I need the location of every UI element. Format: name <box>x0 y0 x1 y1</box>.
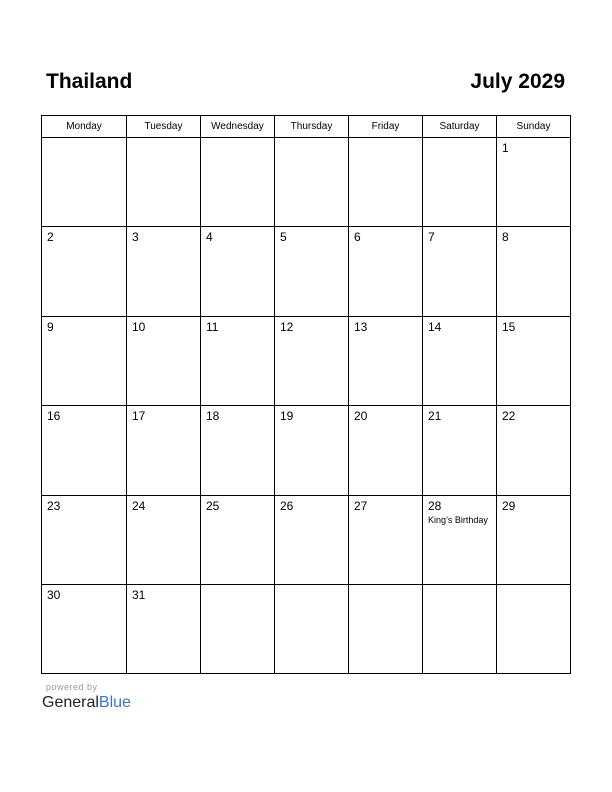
day-number: 14 <box>428 320 442 334</box>
day-cell <box>275 496 349 585</box>
day-cell <box>127 317 201 406</box>
day-cell <box>423 496 497 585</box>
weekday-header-monday: Monday <box>42 116 127 137</box>
day-cell <box>423 585 497 674</box>
day-cell <box>349 227 423 317</box>
brand-general-text: General <box>42 694 99 711</box>
day-number: 24 <box>132 499 146 513</box>
day-number: 7 <box>428 230 435 244</box>
day-number: 13 <box>354 320 368 334</box>
day-number: 11 <box>206 320 219 334</box>
day-cell <box>423 317 497 406</box>
day-cell <box>275 227 349 317</box>
day-cell <box>127 138 201 227</box>
day-number: 23 <box>47 499 61 513</box>
day-cell <box>275 406 349 496</box>
day-cell <box>275 138 349 227</box>
day-cell <box>423 138 497 227</box>
weekday-header-tuesday: Tuesday <box>127 116 201 137</box>
day-cell <box>275 317 349 406</box>
day-number: 20 <box>354 409 368 423</box>
day-number: 9 <box>47 320 54 334</box>
day-number: 27 <box>354 499 368 513</box>
day-cell <box>127 406 201 496</box>
weekday-header-saturday: Saturday <box>423 116 497 137</box>
day-cell <box>201 406 275 496</box>
day-cell <box>423 227 497 317</box>
day-number: 19 <box>280 409 294 423</box>
day-number: 10 <box>132 320 146 334</box>
weekday-header-sunday: Sunday <box>516 121 551 132</box>
day-cell <box>127 585 201 674</box>
day-number: 31 <box>132 588 146 602</box>
day-cell <box>201 138 275 227</box>
day-cell <box>201 496 275 585</box>
day-number: 21 <box>428 409 442 423</box>
day-cell <box>497 317 570 406</box>
day-cell <box>201 317 275 406</box>
weekday-header-friday: Friday <box>349 116 423 137</box>
day-number: 17 <box>132 409 146 423</box>
weekday-header-wednesday: Wednesday <box>201 116 275 137</box>
day-cell <box>497 496 570 585</box>
powered-by-label: powered by <box>46 682 98 692</box>
day-number: 26 <box>280 499 294 513</box>
day-number: 18 <box>206 409 220 423</box>
day-number: 6 <box>354 230 361 244</box>
day-number: 22 <box>502 409 516 423</box>
generalblue-logo <box>42 694 131 712</box>
day-number: 12 <box>280 320 294 334</box>
weekday-header-row <box>42 116 570 137</box>
day-number: 15 <box>502 320 516 334</box>
day-cell <box>497 138 570 227</box>
day-cell <box>201 585 275 674</box>
day-number: 28 <box>428 499 442 513</box>
day-cell <box>497 227 570 317</box>
day-number: 29 <box>502 499 516 513</box>
day-cell <box>349 317 423 406</box>
day-cell <box>423 406 497 496</box>
day-cell <box>201 227 275 317</box>
holiday-label: King’s Birthday <box>428 515 488 525</box>
day-cell <box>497 406 570 496</box>
calendar-body <box>42 137 570 673</box>
day-cell <box>42 138 127 227</box>
month-year-title: July 2029 <box>470 70 565 93</box>
day-number: 25 <box>206 499 220 513</box>
day-number: 2 <box>47 230 54 244</box>
day-cell <box>42 496 127 585</box>
country-title: Thailand <box>46 70 133 93</box>
day-cell <box>42 227 127 317</box>
weekday-header-thursday: Thursday <box>275 116 349 137</box>
day-number: 16 <box>47 409 61 423</box>
day-number: 4 <box>206 230 213 244</box>
day-cell <box>127 496 201 585</box>
day-number: 8 <box>502 230 509 244</box>
day-cell <box>349 496 423 585</box>
day-number: 30 <box>47 588 61 602</box>
day-cell <box>497 585 570 674</box>
day-number: 1 <box>502 141 509 155</box>
day-number: 3 <box>132 230 139 244</box>
day-cell <box>275 585 349 674</box>
brand-blue-text: Blue <box>98 694 131 711</box>
day-cell <box>349 585 423 674</box>
day-number: 5 <box>280 230 287 244</box>
calendar-grid <box>41 115 571 674</box>
day-cell <box>42 585 127 674</box>
day-cell <box>42 317 127 406</box>
day-cell <box>42 406 127 496</box>
day-cell <box>349 138 423 227</box>
day-cell <box>127 227 201 317</box>
day-cell <box>349 406 423 496</box>
